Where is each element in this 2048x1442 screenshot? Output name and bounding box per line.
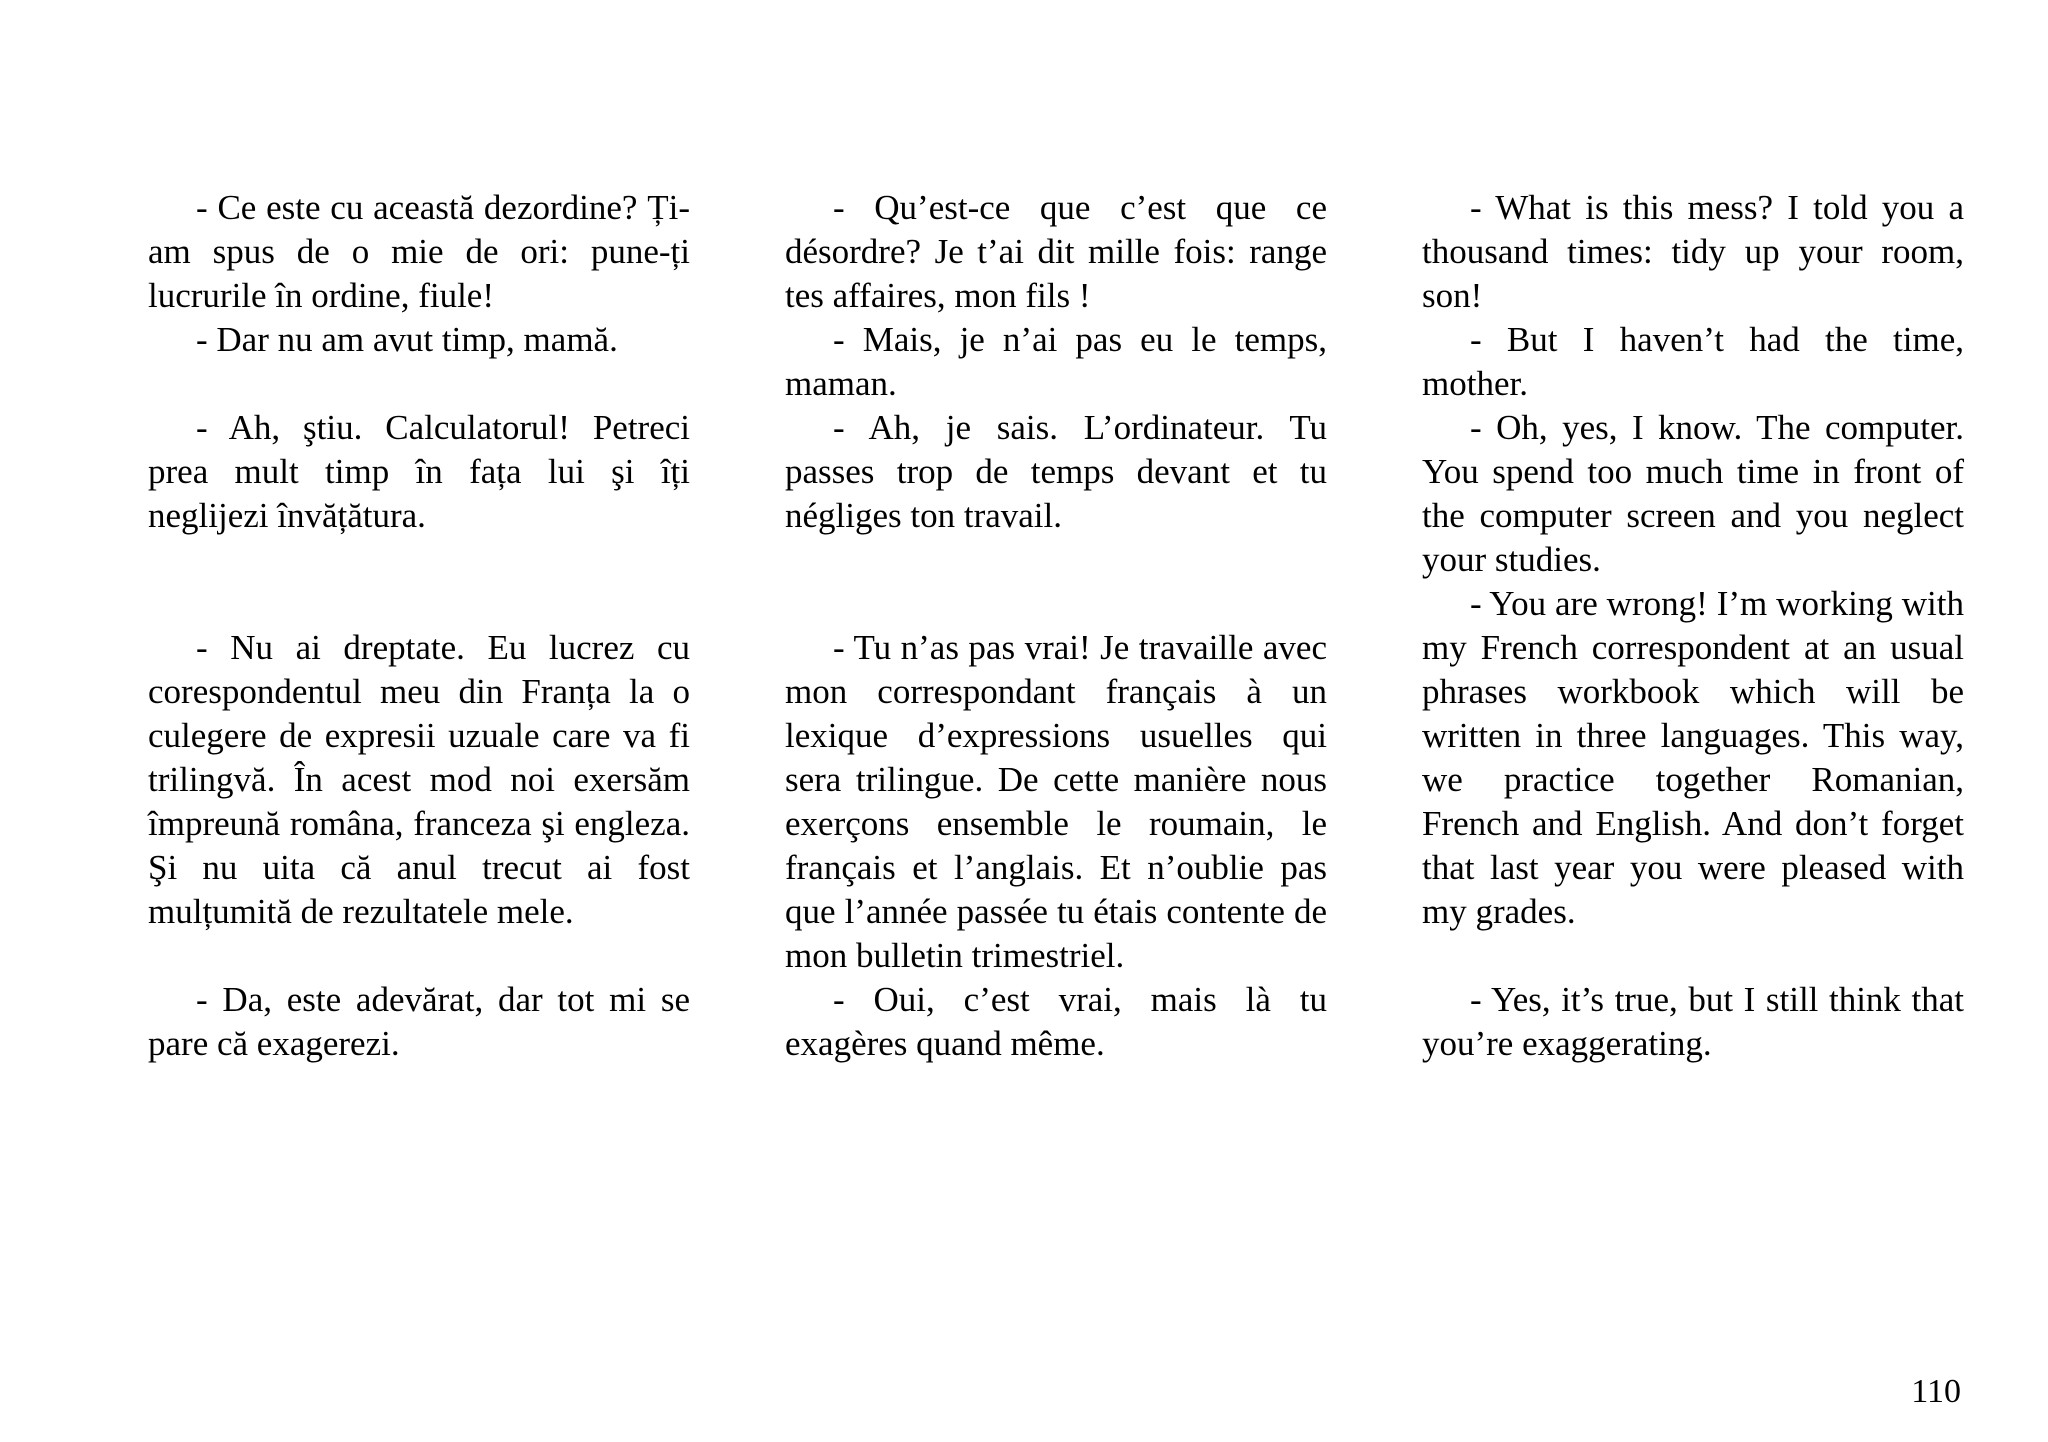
page-number: 110 — [1911, 1373, 1961, 1410]
english-paragraph-5: - Yes, it’s true, but I still think that you’re exaggerating. — [1422, 980, 1964, 1063]
french-column — [785, 186, 1327, 1066]
french-paragraph-1: - Qu’est-ce que c’est que ce désordre? Je t’ai dit mille fois: range tes affaires, mon fils ! — [785, 188, 1327, 315]
spacer — [148, 362, 690, 406]
english-paragraph-3: - Oh, yes, I know. The computer. You spend too much time in front of the computer screen and you neglect your studies. — [1422, 408, 1964, 579]
romanian-column — [148, 186, 690, 1066]
romanian-paragraph-1: - Ce este cu această dezordine? Ți-am spus de o mie de ori: pune-ți lucrurile în ordine, fiule! — [148, 188, 690, 315]
french-paragraph-4: - Tu n’as pas vrai! Je travaille avec mon correspondant français à un lexique d’expressions usuelles qui sera trilingue. De cette manière nous exerçons ensemble le roumain, le français et l’anglais. Et n’oublie pas que l’année passée tu étais contente de mon bulletin trimestriel. — [785, 628, 1327, 975]
romanian-paragraph-4: - Nu ai dreptate. Eu lucrez cu corespondentul meu din Franța la o culegere de expresii uzuale care va fi trilingvă. În acest mod noi exersăm împreună româna, franceza şi engleza. Şi nu uita că anul trecut ai fost mulțumită de rezultatele mele. — [148, 628, 690, 931]
romanian-paragraph-5: - Da, este adevărat, dar tot mi se pare că exagerezi. — [148, 980, 690, 1063]
romanian-paragraph-2: - Dar nu am avut timp, mamă. — [196, 320, 618, 359]
french-paragraph-3: - Ah, je sais. L’ordinateur. Tu passes trop de temps devant et tu négliges ton travail. — [785, 408, 1327, 535]
romanian-paragraph-3: - Ah, ştiu. Calculatorul! Petreci prea mult timp în fața lui şi îți neglijezi învățătura. — [148, 408, 690, 535]
french-paragraph-2: - Mais, je n’ai pas eu le temps, maman. — [785, 320, 1327, 403]
french-paragraph-5: - Oui, c’est vrai, mais là tu exagères quand même. — [785, 980, 1327, 1063]
english-paragraph-1: - What is this mess? I told you a thousand times: tidy up your room, son! — [1422, 188, 1964, 315]
english-paragraph-2: - But I haven’t had the time, mother. — [1422, 320, 1964, 403]
english-column — [1422, 186, 1964, 1066]
english-paragraph-4: - You are wrong! I’m working with my French correspondent at an usual phrases workbook which will be written in three languages. This way, we practice together Romanian, French and English. And don’t forget that last year you were pleased with my grades. — [1422, 584, 1964, 931]
spacer — [148, 538, 690, 626]
spacer — [785, 538, 1327, 626]
spacer — [1422, 934, 1964, 978]
spacer — [148, 934, 690, 978]
